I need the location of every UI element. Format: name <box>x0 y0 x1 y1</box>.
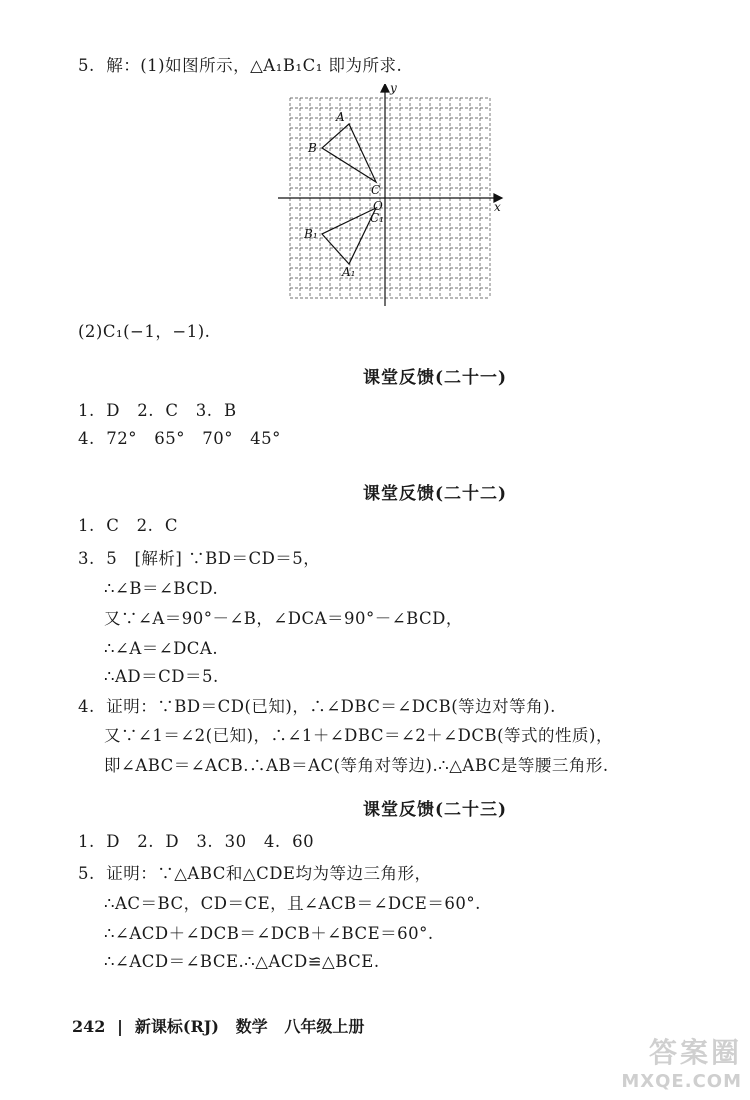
label-B1: B₁ <box>304 227 318 241</box>
page-footer <box>72 1014 364 1037</box>
sec22-line-6: ∴AD＝CD＝5. <box>104 667 219 686</box>
page-number: 242 <box>72 1017 106 1036</box>
footer-separator <box>119 1020 121 1036</box>
q5-line1: 5. 解：(1)如图所示，△A₁B₁C₁ 即为所求. <box>78 56 403 75</box>
sec22-line-8: 又∵∠1＝∠2(已知)，∴∠1＋∠DBC＝∠2＋∠DCB(等式的性质)， <box>104 726 613 745</box>
sec23-line-3: ∴AC＝BC，CD＝CE，且∠ACB＝∠DCE＝60°. <box>104 894 481 913</box>
footer-book-title: 新课标(RJ) 数学 八年级上册 <box>134 1017 365 1036</box>
sec23-line-2: 5. 证明：∵△ABC和△CDE均为等边三角形， <box>78 864 432 883</box>
y-axis-arrow <box>381 84 389 92</box>
section-23-title: 课堂反馈(二十三) <box>362 800 508 820</box>
coordinate-grid-figure <box>278 84 510 306</box>
sec22-line-4: 又∵∠A＝90°－∠B，∠DCA＝90°－∠BCD， <box>104 609 463 628</box>
sec21-line-2: 4. 72° 65° 70° 45° <box>78 429 281 448</box>
label-y: y <box>390 84 397 95</box>
watermark-url: MXQE.COM <box>621 1071 742 1092</box>
label-A1: A₁ <box>342 265 356 279</box>
sec22-line-3: ∴∠B＝∠BCD. <box>104 579 219 598</box>
sec22-line-1: 1. C 2. C <box>78 516 178 535</box>
label-A: A <box>336 110 345 124</box>
sec23-line-4: ∴∠ACD＋∠DCB＝∠DCB＋∠BCE＝60°. <box>104 924 434 943</box>
watermark-logo-text: 答案圈 <box>648 1036 742 1069</box>
sec22-line-9: 即∠ABC＝∠ACB.∴AB＝AC(等角对等边).∴△ABC是等腰三角形. <box>104 756 609 775</box>
q5-line2: (2)C₁(−1，−1). <box>78 322 211 341</box>
sec21-line-1: 1. D 2. C 3. B <box>78 401 237 420</box>
sec22-line-7: 4. 证明：∵BD＝CD(已知)，∴∠DBC＝∠DCB(等边对等角). <box>78 697 556 716</box>
sec23-line-1: 1. D 2. D 3. 30 4. 60 <box>78 832 315 851</box>
label-C: C <box>371 183 381 197</box>
sec22-line-2: 3. 5 [解析] ∵BD＝CD＝5， <box>78 549 321 568</box>
section-21-title: 课堂反馈(二十一) <box>362 368 508 388</box>
label-x: x <box>494 200 501 214</box>
label-B: B <box>308 141 317 155</box>
sec23-line-5: ∴∠ACD＝∠BCE.∴△ACD≌△BCE. <box>104 952 380 971</box>
watermark <box>612 1031 742 1092</box>
section-22-title: 课堂反馈(二十二) <box>362 484 508 504</box>
sec22-line-5: ∴∠A＝∠DCA. <box>104 639 219 658</box>
label-O: O <box>373 199 383 213</box>
label-C1: C₁ <box>370 211 384 225</box>
